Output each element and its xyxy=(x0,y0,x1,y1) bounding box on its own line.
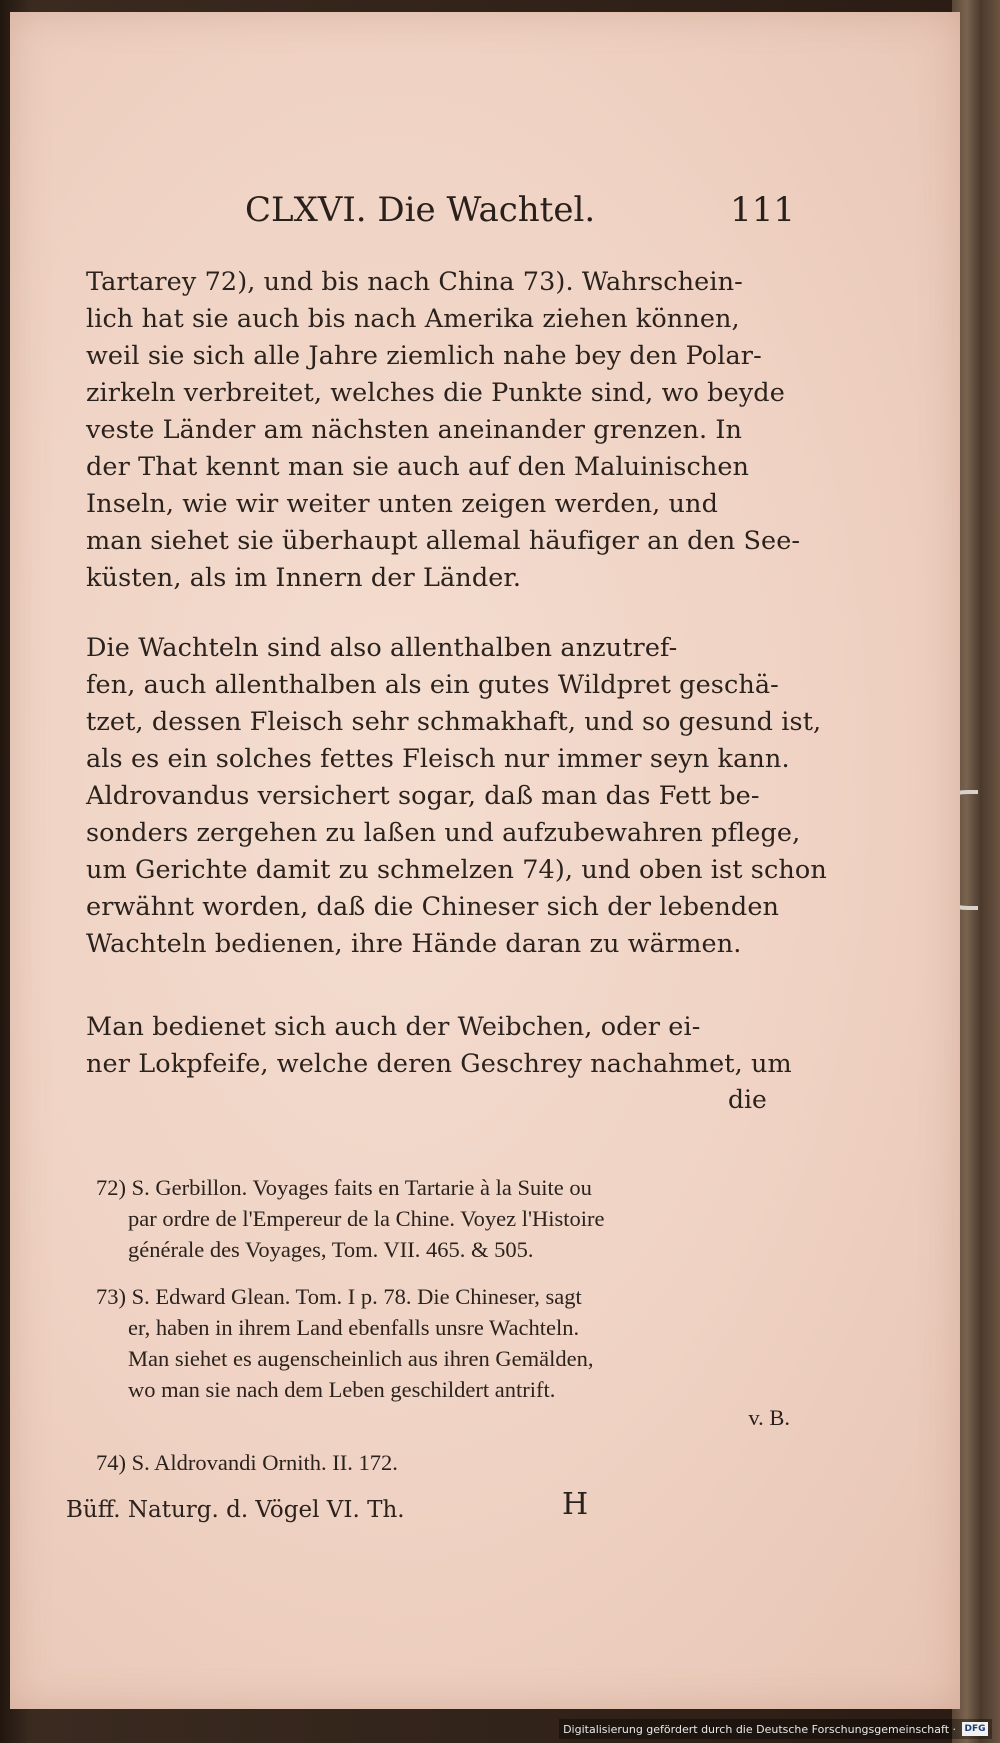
signature-mark: H xyxy=(562,1487,589,1522)
body-text xyxy=(86,264,827,1083)
text-line: fen, auch allenthalben als ein gutes Wildpret geschä- xyxy=(86,670,779,700)
footnote-line: er, haben in ihrem Land ebenfalls unsre Wachteln. xyxy=(128,1315,580,1340)
footnote-line: générale des Voyages, Tom. VII. 465. & 505. xyxy=(128,1237,534,1262)
footnote-line: 73) S. Edward Glean. Tom. I p. 78. Die Chineser, sagt xyxy=(96,1284,582,1309)
text-line: tzet, dessen Fleisch sehr schmakhaft, und so gesund ist, xyxy=(86,707,822,737)
text-line: Man bedienet sich auch der Weibchen, oder ei- xyxy=(86,1012,701,1042)
signature-line: Büff. Naturg. d. Vögel VI. Th. xyxy=(66,1497,405,1523)
paragraph-gap xyxy=(86,597,786,630)
text-line: weil sie sich alle Jahre ziemlich nahe bey den Polar- xyxy=(86,341,762,371)
text-line: zirkeln verbreitet, welches die Punkte sind, wo beyde xyxy=(86,378,785,408)
footnote-line: par ordre de l'Empereur de la Chine. Voyez l'Histoire xyxy=(128,1206,605,1231)
text-line: erwähnt worden, daß die Chineser sich der lebenden xyxy=(86,892,780,922)
catchword: die xyxy=(728,1085,767,1114)
chapter-title: CLXVI. Die Wachtel. xyxy=(245,190,596,230)
book-page xyxy=(10,12,960,1709)
running-head xyxy=(235,190,795,240)
text-line: Die Wachteln sind also allenthalben anzutref- xyxy=(86,633,678,663)
digitization-credit xyxy=(559,1719,992,1739)
text-line: um Gerichte damit zu schmelzen 74), und oben ist schon xyxy=(86,855,827,885)
footnote-line: Man siehet es augenscheinlich aus ihren Gemälden, xyxy=(128,1346,594,1371)
footnote-72 xyxy=(96,1172,796,1265)
text-line: Tartarey 72), und bis nach China 73). Wahrschein- xyxy=(86,267,743,297)
footnote-line: 74) S. Aldrovandi Ornith. II. 172. xyxy=(96,1450,398,1475)
text-line: Wachteln bedienen, ihre Hände daran zu wärmen. xyxy=(86,929,742,959)
text-line: man siehet sie überhaupt allemal häufiger an den See- xyxy=(86,526,801,556)
text-line: der That kennt man sie auch auf den Maluinischen xyxy=(86,452,750,482)
dfg-logo-icon: DFG xyxy=(962,1722,988,1736)
footnote-73 xyxy=(96,1281,796,1431)
footnote-74 xyxy=(96,1447,796,1478)
footnotes xyxy=(96,1172,796,1494)
page-number: 111 xyxy=(730,190,795,230)
text-line: lich hat sie auch bis nach Amerika ziehen können, xyxy=(86,304,740,334)
footnote-line: wo man sie nach dem Leben geschildert antrift. xyxy=(128,1377,556,1402)
footnote-line: 72) S. Gerbillon. Voyages faits en Tartarie à la Suite ou xyxy=(96,1175,592,1200)
credit-text: Digitalisierung gefördert durch die Deutsche Forschungsgemeinschaft · xyxy=(563,1722,956,1736)
text-line: veste Länder am nächsten aneinander grenzen. In xyxy=(86,415,743,445)
text-line: Inseln, wie wir weiter unten zeigen werden, und xyxy=(86,489,718,519)
text-line: ner Lokpfeife, welche deren Geschrey nachahmet, um xyxy=(86,1049,792,1079)
text-line: sonders zergehen zu laßen und aufzubewahren pflege, xyxy=(86,818,801,848)
text-line: küsten, als im Innern der Länder. xyxy=(86,563,522,593)
paragraph-gap xyxy=(86,963,786,1009)
footnote-signature: v. B. xyxy=(748,1405,790,1430)
text-line: Aldrovandus versichert sogar, daß man das Fett be- xyxy=(86,781,760,811)
text-line: als es ein solches fettes Fleisch nur immer seyn kann. xyxy=(86,744,790,774)
